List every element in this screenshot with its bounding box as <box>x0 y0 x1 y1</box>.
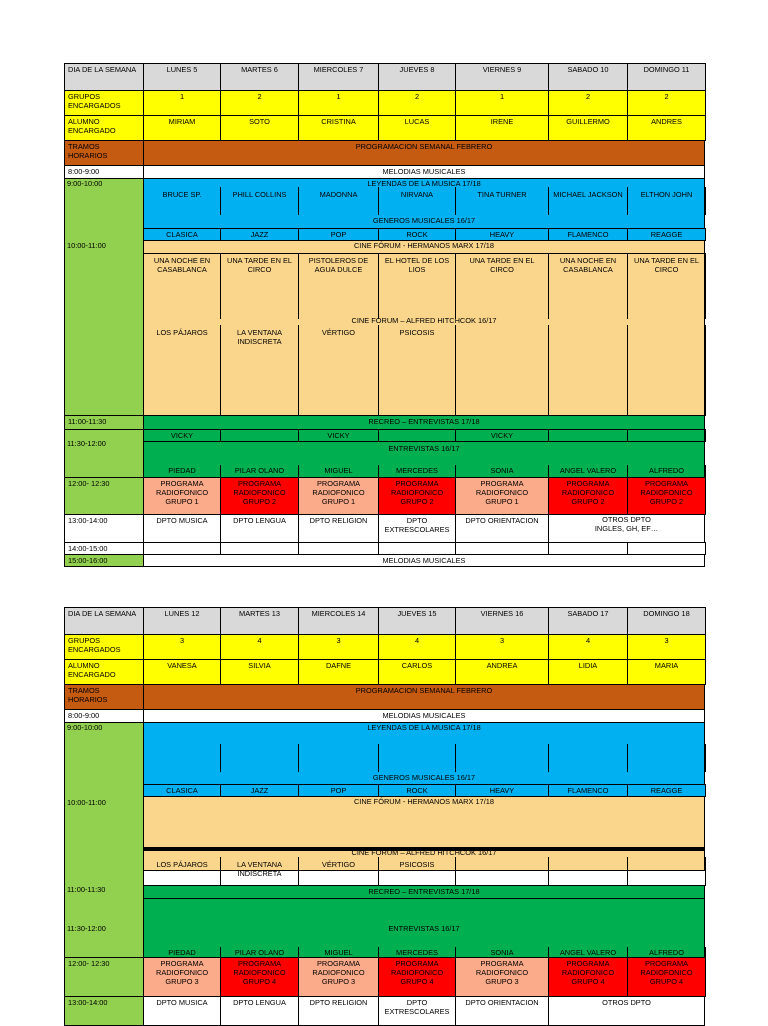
cine-hitchcok-cell: VÉRTIGO <box>298 857 379 886</box>
time-10: 10:00-11:00 <box>67 798 106 807</box>
time-column <box>64 178 144 416</box>
cine-hitchcok-cell: LA VENTANA INDISCRETA <box>220 325 299 416</box>
genero-cell: CLASICA <box>143 784 221 797</box>
radio-cell: PROGRAMA RADIOFONICO GRUPO 2 <box>548 477 628 515</box>
entrevista-bottom-cell: PIEDAD <box>143 947 221 958</box>
leyenda-cell: TINA TURNER <box>455 187 549 215</box>
radio-cell: PROGRAMA RADIOFONICO GRUPO 4 <box>220 957 299 997</box>
alumno-cell: MIRIAM <box>143 115 221 141</box>
alumno-cell: CARLOS <box>378 659 456 685</box>
entrevista-bottom-cell: ANGEL VALERO <box>548 947 628 958</box>
time-9: 9:00-10:00 <box>67 723 103 732</box>
entrevista-top-cell: VICKY <box>143 429 221 442</box>
entrevista-top-cell: VICKY <box>298 429 379 442</box>
cine-marx-cell: UNA TARDE EN EL CIRCO <box>220 253 299 319</box>
entrevista-top-cell: VICKY <box>455 429 549 442</box>
entrevista-top-cell <box>378 429 456 442</box>
row-label-grupos: GRUPOS ENCARGADOS <box>64 634 144 660</box>
leyendas-title: LEYENDAS DE LA MUSICA 17/18 <box>367 723 481 732</box>
time-1130: 11:30-12:00 <box>67 439 106 448</box>
entrevista-bottom-cell: ALFREDO <box>627 465 706 478</box>
entrevista-top-cell <box>627 429 706 442</box>
row-label-alumno: ALUMNO ENCARGADO <box>64 115 144 141</box>
radio-cell: PROGRAMA RADIOFONICO GRUPO 4 <box>378 957 456 997</box>
grupo-cell: 3 <box>627 634 706 660</box>
leyenda-cell <box>378 744 456 772</box>
leyenda-cell <box>298 744 379 772</box>
genero-cell: POP <box>298 228 379 241</box>
alumno-cell: ANDREA <box>455 659 549 685</box>
radio-cell: PROGRAMA RADIOFONICO GRUPO 3 <box>143 957 221 997</box>
cine-hitchcok-cell: VÉRTIGO <box>298 325 379 416</box>
row-label-dia: DIA DE LA SEMANA <box>64 607 144 635</box>
cine-hitchcok-cell: LOS PÁJAROS <box>143 325 221 416</box>
cine-hitchcok-cell: LOS PÁJAROS <box>143 857 221 886</box>
generos-title: GENEROS MUSICALES 16/17 <box>372 216 476 225</box>
cine-marx-cell: PISTOLEROS DE AGUA DULCE <box>298 253 379 319</box>
genero-cell: FLAMENCO <box>548 228 628 241</box>
time-15: 15:00-16:00 <box>64 554 144 567</box>
entrevistas-title: ENTREVISTAS 16/17 <box>388 924 460 933</box>
time-12: 12:00- 12:30 <box>64 957 144 997</box>
entrevista-bottom-cell: MERCEDES <box>378 465 456 478</box>
grupo-cell: 2 <box>548 90 628 116</box>
otros-dpto-sub: INGLES, GH, EF… <box>594 524 659 533</box>
day-header: MIERCOLES 7 <box>298 63 379 91</box>
grupo-cell: 2 <box>378 90 456 116</box>
cine-hitchcok-cell <box>455 857 549 886</box>
entrevista-bottom-cell: PILAR OLANO <box>220 947 299 958</box>
otros-dpto: OTROS DPTO <box>602 515 651 524</box>
leyenda-cell: PHILL COLLINS <box>220 187 299 215</box>
week2-schedule <box>64 607 705 1024</box>
cine-hitchcok-title: CINE FÓRUM – ALFRED HITCHCOK 16/17 <box>351 848 497 857</box>
genero-cell: JAZZ <box>220 784 299 797</box>
time-12: 12:00- 12:30 <box>64 477 144 515</box>
radio-cell: PROGRAMA RADIOFONICO GRUPO 1 <box>298 477 379 515</box>
radio-cell: PROGRAMA RADIOFONICO GRUPO 2 <box>220 477 299 515</box>
cine-hitchcok-cell <box>627 325 706 416</box>
alumno-cell: LUCAS <box>378 115 456 141</box>
recreo-banner: RECREO – ENTREVISTAS 17/18 <box>143 885 705 899</box>
radio-cell: PROGRAMA RADIOFONICO GRUPO 3 <box>455 957 549 997</box>
leyenda-cell <box>455 744 549 772</box>
entrevista-bottom-cell: ALFREDO <box>627 947 706 958</box>
cine-hitchcok-cell: PSICOSIS <box>378 857 456 886</box>
genero-cell: JAZZ <box>220 228 299 241</box>
programacion-banner: PROGRAMACION SEMANAL FEBRERO <box>143 140 705 166</box>
time-1130-cell <box>64 429 144 478</box>
alumno-cell: GUILLERMO <box>548 115 628 141</box>
alumno-cell: DAFNE <box>298 659 379 685</box>
alumno-cell: LIDIA <box>548 659 628 685</box>
dpto-cell: DPTO ORIENTACION <box>455 514 549 543</box>
alumno-cell: ANDRES <box>627 115 706 141</box>
day-header: LUNES 5 <box>143 63 221 91</box>
cine-hitchcok-cell: LA VENTANA INDISCRETA <box>220 857 299 886</box>
genero-cell: HEAVY <box>455 228 549 241</box>
time-11: 11:00-11:30 <box>64 415 144 430</box>
entrevista-bottom-cell: ANGEL VALERO <box>548 465 628 478</box>
entrevista-bottom-cell: SONIA <box>455 947 549 958</box>
time-8: 8:00-9:00 <box>64 709 144 723</box>
cine-hitchcok-title: CINE FÓRUM – ALFRED HITCHCOK 16/17 <box>351 316 497 325</box>
grupo-cell: 2 <box>627 90 706 116</box>
grupo-cell: 3 <box>298 634 379 660</box>
day-header: DOMINGO 11 <box>627 63 706 91</box>
cine-marx-cell: UNA TARDE EN EL CIRCO <box>455 253 549 319</box>
grupo-cell: 1 <box>455 90 549 116</box>
leyenda-cell: MADONNA <box>298 187 379 215</box>
melodias-banner: MELODIAS MUSICALES <box>143 165 705 179</box>
day-header: SABADO 10 <box>548 63 628 91</box>
cine-marx-cell: UNA NOCHE EN CASABLANCA <box>143 253 221 319</box>
genero-cell: HEAVY <box>455 784 549 797</box>
cine-marx-title: CINE FÓRUM - HERMANOS MARX 17/18 <box>353 241 495 250</box>
entrevista-bottom-cell: MIGUEL <box>298 947 379 958</box>
grupo-cell: 4 <box>220 634 299 660</box>
row-label-tramos: TRAMOS HORARIOS <box>64 684 144 710</box>
entrevista-bottom-cell: MIGUEL <box>298 465 379 478</box>
day-header: VIERNES 16 <box>455 607 549 635</box>
radio-cell: PROGRAMA RADIOFONICO GRUPO 2 <box>627 477 706 515</box>
time-10: 10:00-11:00 <box>67 241 106 250</box>
leyenda-cell: BRUCE SP. <box>143 187 221 215</box>
alumno-cell: IRENE <box>455 115 549 141</box>
day-header: SABADO 17 <box>548 607 628 635</box>
entrevista-bottom-cell: PILAR OLANO <box>220 465 299 478</box>
entrevistas-title: ENTREVISTAS 16/17 <box>388 444 460 453</box>
genero-cell: POP <box>298 784 379 797</box>
dpto-cell: DPTO LENGUA <box>220 514 299 543</box>
melodias-banner: MELODIAS MUSICALES <box>143 709 705 723</box>
radio-cell: PROGRAMA RADIOFONICO GRUPO 2 <box>378 477 456 515</box>
genero-cell: CLASICA <box>143 228 221 241</box>
row-label-tramos: TRAMOS HORARIOS <box>64 140 144 166</box>
cine-marx-cell: UNA TARDE EN EL CIRCO <box>627 253 706 319</box>
entrevista-top-cell <box>220 429 299 442</box>
leyenda-cell <box>220 744 299 772</box>
cine-hitchcok-cell <box>548 857 628 886</box>
time-13: 13:00-14:00 <box>64 514 144 543</box>
otros-dpto-cell: OTROS DPTO <box>548 996 705 1026</box>
alumno-cell: SILVIA <box>220 659 299 685</box>
radio-cell: PROGRAMA RADIOFONICO GRUPO 4 <box>548 957 628 997</box>
day-header: MARTES 6 <box>220 63 299 91</box>
dpto-cell: DPTO ORIENTACION <box>455 996 549 1026</box>
dpto-cell: DPTO EXTRESCOLARES <box>378 514 456 543</box>
cine-hitchcok-cell <box>627 857 706 886</box>
grupo-cell: 3 <box>455 634 549 660</box>
entrevista-bottom-cell: SONIA <box>455 465 549 478</box>
cine-hitchcok-cell <box>548 325 628 416</box>
leyendas-title: LEYENDAS DE LA MUSICA 17/18 <box>367 179 481 188</box>
generos-title: GENEROS MUSICALES 16/17 <box>372 773 476 782</box>
day-header: LUNES 12 <box>143 607 221 635</box>
radio-cell: PROGRAMA RADIOFONICO GRUPO 1 <box>143 477 221 515</box>
day-header: MARTES 13 <box>220 607 299 635</box>
grupo-cell: 3 <box>143 634 221 660</box>
dpto-cell: DPTO RELIGION <box>298 996 379 1026</box>
alumno-cell: CRISTINA <box>298 115 379 141</box>
day-header: JUEVES 15 <box>378 607 456 635</box>
grupo-cell: 1 <box>143 90 221 116</box>
entrevista-bottom-cell: MERCEDES <box>378 947 456 958</box>
leyenda-cell: ELTHON JOHN <box>627 187 706 215</box>
alumno-cell: MARIA <box>627 659 706 685</box>
day-header: VIERNES 9 <box>455 63 549 91</box>
cine-hitchcok-cell <box>455 325 549 416</box>
time-1130: 11:30-12:00 <box>67 924 106 933</box>
grupo-cell: 2 <box>220 90 299 116</box>
genero-cell: REAGGE <box>627 228 706 241</box>
row-label-grupos: GRUPOS ENCARGADOS <box>64 90 144 116</box>
day-header: DOMINGO 18 <box>627 607 706 635</box>
recreo-banner: RECREO – ENTREVISTAS 17/18 <box>143 415 705 430</box>
week1-schedule <box>64 63 705 565</box>
radio-cell: PROGRAMA RADIOFONICO GRUPO 3 <box>298 957 379 997</box>
time-8: 8:00-9:00 <box>64 165 144 179</box>
row-label-alumno: ALUMNO ENCARGADO <box>64 659 144 685</box>
programacion-banner: PROGRAMACION SEMANAL FEBRERO <box>143 684 705 710</box>
day-header: MIERCOLES 14 <box>298 607 379 635</box>
dpto-cell: DPTO RELIGION <box>298 514 379 543</box>
genero-cell: REAGGE <box>627 784 706 797</box>
grupo-cell: 1 <box>298 90 379 116</box>
leyenda-cell <box>143 744 221 772</box>
time-11: 11:00-11:30 <box>67 885 106 894</box>
entrevista-bottom-cell: PIEDAD <box>143 465 221 478</box>
leyenda-cell <box>548 744 628 772</box>
dpto-cell: DPTO EXTRESCOLARES <box>378 996 456 1026</box>
leyenda-cell <box>627 744 706 772</box>
row-label-dia: DIA DE LA SEMANA <box>64 63 144 91</box>
radio-cell: PROGRAMA RADIOFONICO GRUPO 4 <box>627 957 706 997</box>
alumno-cell: SOTO <box>220 115 299 141</box>
radio-cell: PROGRAMA RADIOFONICO GRUPO 1 <box>455 477 549 515</box>
time-13: 13:00-14:00 <box>64 996 144 1026</box>
melodias-end-banner: MELODIAS MUSICALES <box>143 554 705 567</box>
genero-cell: FLAMENCO <box>548 784 628 797</box>
entrevista-top-cell <box>548 429 628 442</box>
genero-cell: ROCK <box>378 784 456 797</box>
time-9: 9:00-10:00 <box>67 179 103 188</box>
cine-marx-title: CINE FÓRUM - HERMANOS MARX 17/18 <box>353 797 495 806</box>
dpto-cell: DPTO LENGUA <box>220 996 299 1026</box>
leyenda-cell: NIRVANA <box>378 187 456 215</box>
day-header: JUEVES 8 <box>378 63 456 91</box>
grupo-cell: 4 <box>548 634 628 660</box>
time-column <box>64 722 144 958</box>
alumno-cell: VANESA <box>143 659 221 685</box>
genero-cell: ROCK <box>378 228 456 241</box>
leyenda-cell: MICHAEL JACKSON <box>548 187 628 215</box>
grupo-cell: 4 <box>378 634 456 660</box>
dpto-cell: DPTO MUSICA <box>143 514 221 543</box>
cine-marx-cell: EL HOTEL DE LOS LIOS <box>378 253 456 319</box>
time-14: 14:00-15:00 <box>64 542 144 555</box>
cine-marx-cell: UNA NOCHE EN CASABLANCA <box>548 253 628 319</box>
dpto-cell: DPTO MUSICA <box>143 996 221 1026</box>
cine-hitchcok-cell: PSICOSIS <box>378 325 456 416</box>
